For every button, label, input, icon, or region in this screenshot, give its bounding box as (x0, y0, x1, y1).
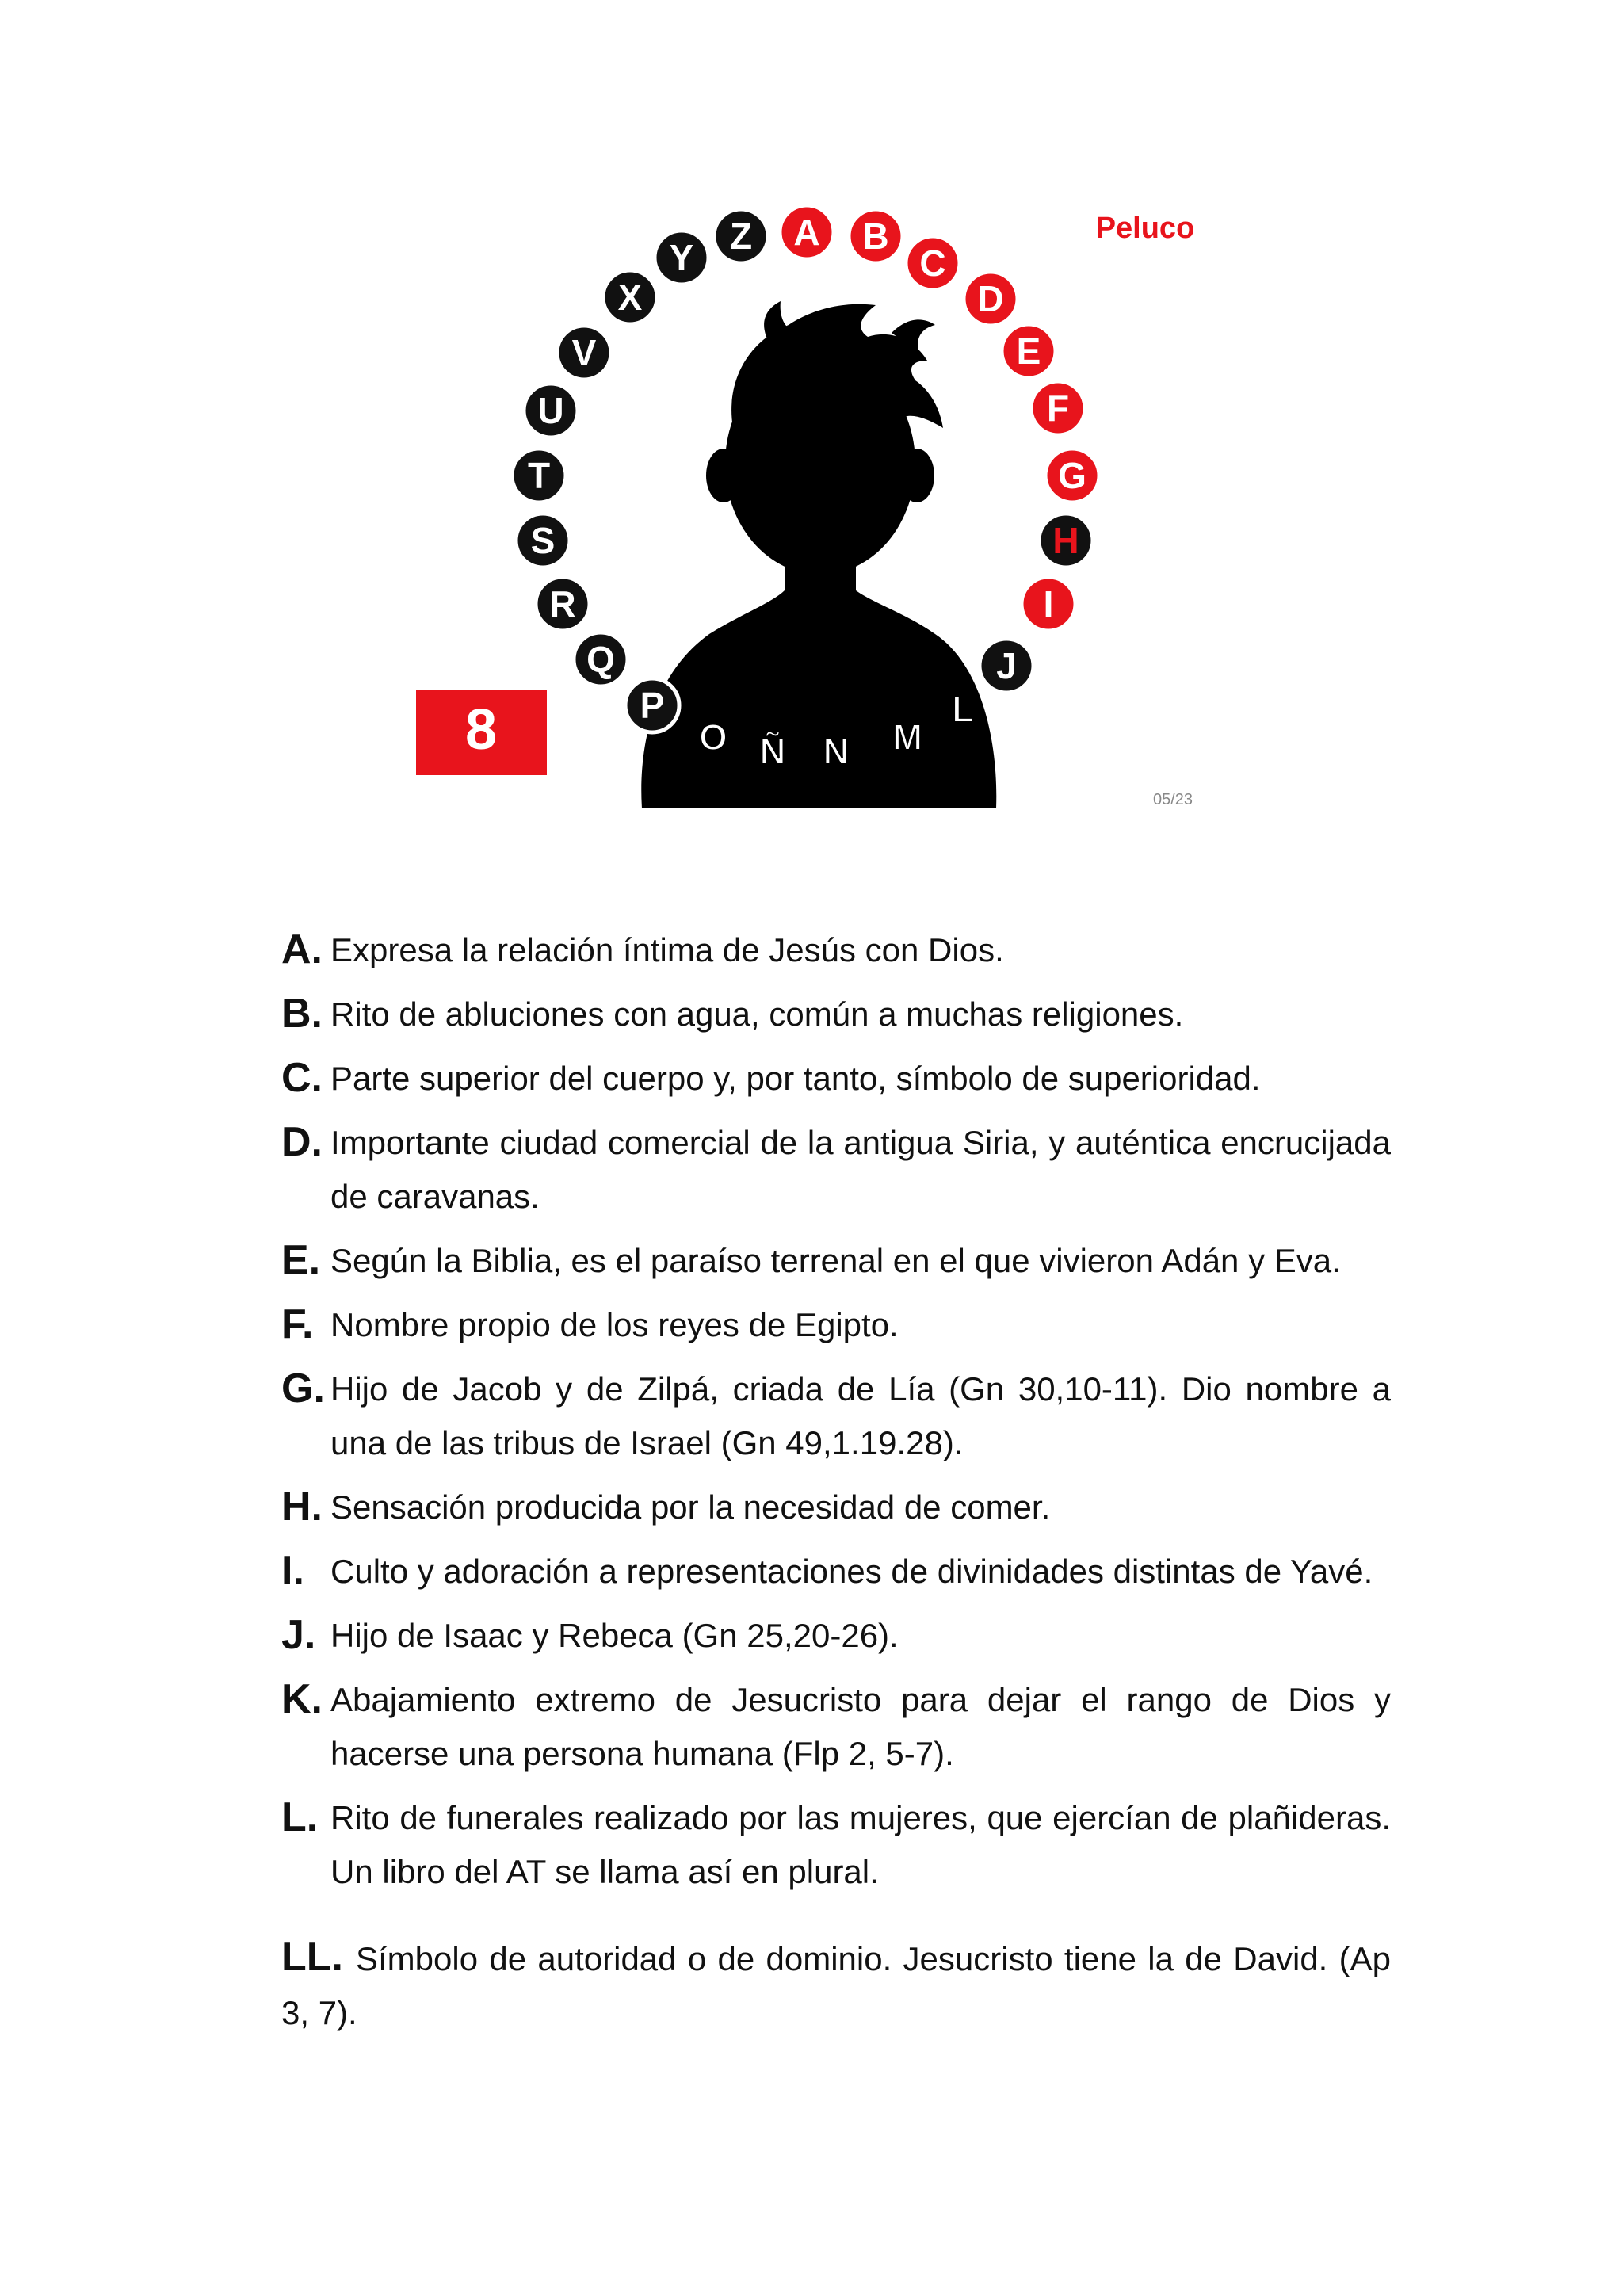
clue-text: Sensación producida por la necesidad de comer. (330, 1488, 1051, 1526)
clue-text: Rito de funerales realizado por las mujeres, que ejercían de plañideras. Un libro del AT se llama así en plural. (330, 1799, 1391, 1890)
clue-letter: J. (281, 1612, 316, 1658)
clue-letter: A. (281, 926, 323, 972)
ring-letter-label: I (1043, 583, 1054, 625)
ring-letter-label: P (640, 685, 665, 726)
ring-letter-label: X (617, 277, 643, 318)
ring-letter (980, 639, 1033, 693)
clue-item (281, 1545, 1391, 1599)
clue-item (281, 1609, 1391, 1663)
clue-letter: E. (281, 1237, 321, 1283)
ring-letter-label: G (1058, 455, 1086, 496)
clue-item (281, 1791, 1391, 1899)
ring-letter-label: O (699, 716, 727, 758)
ring-letter-label: Y (669, 237, 694, 278)
ring-letter-label: M (892, 716, 923, 758)
ring-letter (512, 449, 566, 502)
clue-text: Rito de abluciones con agua, común a muchas religiones. (330, 995, 1184, 1033)
clue-text: Hijo de Isaac y Rebeca (Gn 25,20-26). (330, 1617, 899, 1654)
clue-text: Nombre propio de los reyes de Egipto. (330, 1306, 899, 1343)
ring-letter (714, 209, 768, 263)
brand-logo: Peluco (1095, 212, 1195, 245)
ring-letter (780, 205, 834, 259)
clue-letter: C. (281, 1055, 323, 1101)
ring-letter-label: C (919, 243, 946, 284)
ring-letter-label: Q (586, 639, 615, 680)
ring-letter-label: N (823, 731, 850, 772)
clue-text: Abajamiento extremo de Jesucristo para dejar el rango de Dios y hacerse una persona humana (Flp 2, 5-7). (330, 1681, 1391, 1772)
clue-text: Símbolo de autoridad o de dominio. Jesucristo tiene la de David. (Ap 3, 7). (281, 1940, 1391, 2031)
ring-letter (1045, 449, 1099, 502)
clue-text: Expresa la relación íntima de Jesús con Dios. (330, 931, 1004, 968)
ring-letter (574, 632, 628, 686)
clue-letter: G. (281, 1366, 325, 1412)
ring-letter (524, 384, 578, 437)
ring-letter-label: H (1052, 520, 1079, 561)
clue-item (281, 1116, 1391, 1224)
ring-letter (557, 326, 611, 380)
clue-letter: H. (281, 1484, 323, 1530)
clue-letter: LL. (281, 1934, 343, 1980)
ring-letter-label: A (793, 212, 820, 253)
ring-letter (603, 270, 657, 324)
clue-item (281, 1931, 1391, 2040)
clue-item (281, 923, 1391, 977)
clue-text: Hijo de Jacob y de Zilpá, criada de Lía (Gn 30,10-11). Dio nombre a una de las tribus de Israel (Gn 49,1.19.28). (330, 1370, 1391, 1461)
ring-letter (699, 716, 727, 758)
ring-letter (1031, 381, 1085, 435)
clue-item (281, 1052, 1391, 1106)
clue-letter: K. (281, 1676, 323, 1722)
ring-letter-label: J (996, 645, 1017, 686)
ring-letter-label: V (571, 332, 597, 373)
ring-letter (516, 514, 570, 567)
clue-text: Según la Biblia, es el paraíso terrenal en el que vivieron Adán y Eva. (330, 1242, 1341, 1279)
ring-letter-label: S (530, 520, 556, 561)
ring-letter (823, 731, 849, 772)
ring-letter (1039, 514, 1093, 567)
ring-letter-label: B (862, 216, 889, 257)
ring-letter-label: L (951, 689, 975, 730)
ring-letter-label: T (527, 455, 551, 496)
ring-letter-label: D (977, 278, 1004, 319)
ring-letter-label: R (549, 583, 576, 625)
ring-letter (964, 272, 1018, 326)
ring-letter (906, 236, 960, 290)
ring-letter (625, 678, 679, 732)
clue-letter: I. (281, 1548, 304, 1594)
clue-item (281, 1362, 1391, 1470)
ring-letter (892, 716, 922, 758)
clue-list (281, 923, 1391, 2050)
clue-item (281, 1234, 1391, 1288)
clue-text: Culto y adoración a representaciones de divinidades distintas de Yavé. (330, 1553, 1373, 1590)
clue-letter: L. (281, 1794, 319, 1840)
timestamp: 05/23 (1152, 791, 1193, 808)
clue-text: Importante ciudad comercial de la antigua Siria, y auténtica encrucijada de caravanas. (330, 1124, 1391, 1215)
ring-letter (759, 731, 785, 772)
clue-item (281, 988, 1391, 1041)
number-badge (416, 690, 547, 775)
ring-letter (536, 577, 590, 631)
ring-letter-label: Z (729, 216, 753, 257)
clue-letter: D. (281, 1119, 323, 1165)
ring-letter-label: U (537, 390, 564, 431)
ring-letter-label: F (1046, 388, 1070, 429)
badge-number: 8 (464, 698, 498, 762)
clue-letter: B. (281, 991, 323, 1037)
ring-letter (849, 209, 903, 263)
ring-letter (952, 689, 974, 730)
clue-item (281, 1480, 1391, 1534)
ring-letter (1002, 324, 1056, 378)
clue-text: Parte superior del cuerpo y, por tanto, símbolo de superioridad. (330, 1060, 1261, 1097)
clue-letter: F. (281, 1301, 314, 1347)
rosco-illustration (400, 190, 1220, 808)
ring-letter-label: Ñ (759, 731, 786, 772)
person-silhouette (641, 301, 996, 808)
clue-item (281, 1673, 1391, 1781)
ring-letter-label: E (1016, 330, 1041, 372)
clue-item (281, 1298, 1391, 1352)
ring-letter (655, 231, 708, 285)
ring-letter (1022, 577, 1075, 631)
